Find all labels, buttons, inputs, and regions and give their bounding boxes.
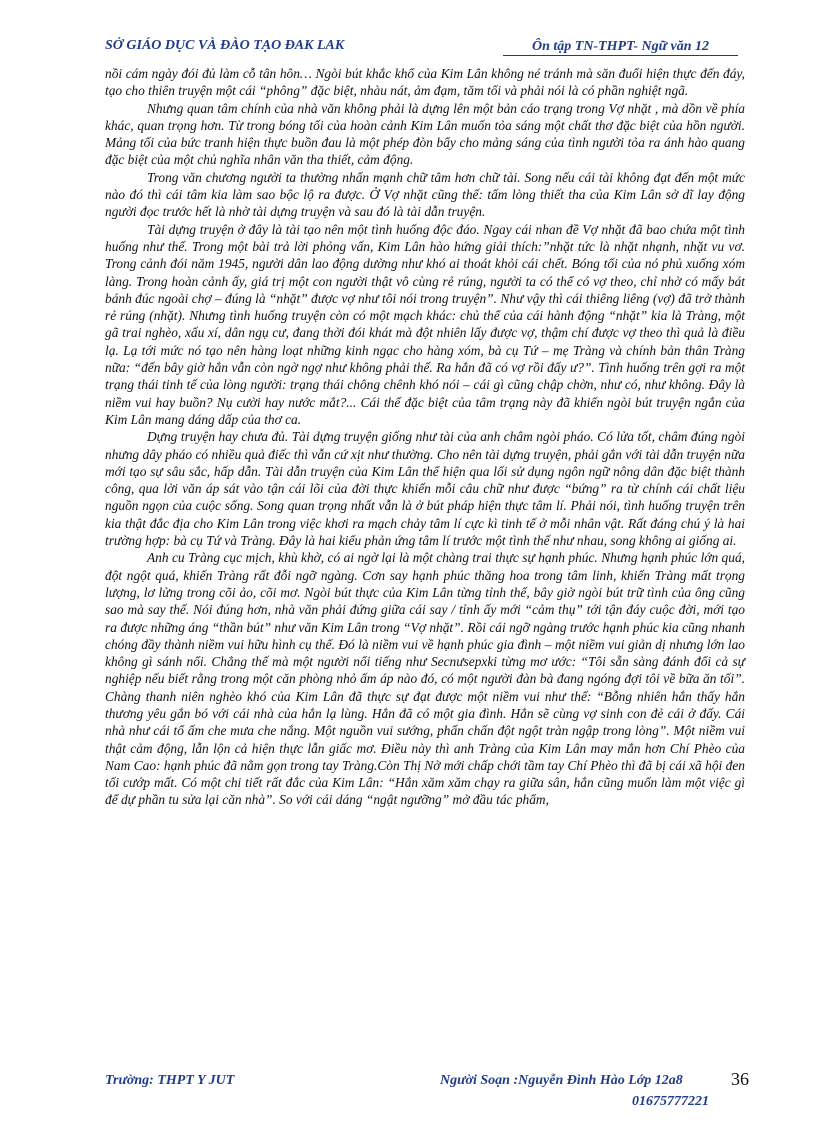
document-body [105,65,745,809]
footer-author: Người Soạn :Nguyễn Đình Hào Lớp 12a8 [440,1073,683,1088]
page-number: 36 [731,1069,749,1089]
paragraph-1: nồi cám ngày đói đủ làm cỗ tân hôn… Ngòi bút khắc khổ của Kim Lân không né tránh mà săn đuổi hiện thực đến đáy, tạo cho thiên truyện một cái “phông” đặc biệt, nhàu nát, ảm đạm, tăm tối và phải nói là có phần nghiệt ngã. [105,66,745,99]
paragraph-6: Anh cu Tràng cục mịch, khù khờ, có ai ngờ lại là một chàng trai thực sự hạnh phúc. Nhưng hạnh phúc lớn quá, đột ngột quá, khiến Tràng rất đỗi ngỡ ngàng. Cơn say hạnh phúc thăng hoa trong tâm linh, khiến Tràng mất trọng lượng, lơ lửng trong cõi ảo, cõi mơ. Ngòi bút thực của Kim Lân từng tỉnh thế, bây giờ ngòi bút trữ tình của ông cũng sao mà say thế. Nói đúng hơn, nhà văn phải đứng giữa cái say / tỉnh ấy mới “cảm thụ” tới tận đáy cuộc đời, mới tạo ra được những áng “thần bút” như văn Kim Lân trong “Vợ nhặt”. Rồi cái ngỡ ngàng trước hạnh phúc kia cũng nhanh chóng đầy thành niềm vui hữu hình cụ thể. Đó là niềm vui về hạnh phúc gia đình – một niềm vui giản dị nhưng lớn lao không gì sánh nổi. Chẳng thế mà một người nổi tiếng như Secnưsepxki từng mơ ước: “Tôi sẵn sàng đánh đổi cả sự nghiệp nếu biết rằng trong một căn phòng nhỏ ấm áp nào đó, có một người đàn bà đang ngóng đợi tôi về bữa ăn tối”. Chàng thanh niên nghèo khó của Kim Lân đã thực sự đạt được một niềm vui như thế: “Bỗng nhiên hắn thấy hắn thương yêu gắn bó với cái nhà của hắn lạ lùng. Hắn đã có một gia đình. Hắn sẽ cùng vợ sinh con đẻ cái ở đấy. Cái nhà như cái tổ ấm che mưa che nắng. Một nguồn vui sướng, phấn chấn đột ngột tràn ngập trong lòng”. Một niềm vui thật cảm động, lẫn lộn cả hiện thực lẫn giấc mơ. Điều này thì anh Tràng của Kim Lân may mắn hơn Chí Phèo của Nam Cao: hạnh phúc đã nằm gọn trong tay Tràng.Còn Thị Nở mới chấp chới tầm tay Chí Phèo thì đã bị cái xã hội đen tối cướp mất. Có một chi tiết rất đắc của Kim Lân: “Hắn xăm xăm chạy ra giữa sân, hắn cũng muốn làm một việc gì để dự phần tu sửa lại căn nhà”. So với cái dáng “ngật ngưỡng” mở đầu tác phẩm, [105,550,745,808]
paragraph-4: Tài dựng truyện ở đây là tài tạo nên một tình huống độc đáo. Ngay cái nhan đề Vợ nhặt đã bao chứa một tình huống như thế. Trong một bài trả lời phỏng vấn, Kim Lân hào hứng giải thích:”nhặt tức là nhặt nhạnh, nhặt vu vơ. Trong cảnh đói năm 1945, người dân lao động dường như khó ai thoát khỏi cái chết. Bóng tối của nó phủ xuống xóm làng. Trong hoàn cảnh ấy, giá trị một con người thật vô cùng rẻ rúng, người ta có thể có vợ theo, chỉ nhờ có mấy bát bánh đúc ngoài chợ – đúng là “nhặt” được vợ như tôi nói trong truyện”. Như vậy thì cái thiêng liêng (vợ) đã trở thành rẻ rúng (nhặt). Nhưng tình huống truyện còn có một mạch khác: chủ thể của cái hành động “nhặt” kia là Tràng, một gã trai nghèo, xấu xí, dân ngụ cư, đang thời đói khát mà đột nhiên lấy được vợ, thậm chí được vợ theo thì quả là điều lạ. Lạ tới mức nó tạo nên hàng loạt những kinh ngạc cho hàng xóm, bà cụ Tứ – mẹ Tràng và chính bản thân Tràng nữa: “đến bây giờ hắn vẫn còn ngờ ngợ như không phải thế. Ra hắn đã có vợ rồi đấy ư?”. Tình huống trên gợi ra một trạng thái tinh tế của lòng người: trạng thái chông chênh khó nói – cái gì cũng chập chờn, như có, như không. Đây là niềm vui hay buồn? Nụ cười hay nước mắt?... Cái thế đặc biệt của tâm trạng này đã khiến ngòi bút truyện ngắn của Kim Lân mang dáng dấp của thơ ca. [105,221,745,427]
page-header [105,38,740,58]
paragraph-5: Dựng truyện hay chưa đủ. Tài dựng truyện giống như tài của anh châm ngòi pháo. Có lửa tốt, châm đúng ngòi nhưng dây pháo có nhiều quả điếc thì vẫn cứ xịt như thường. Cho nên tài dựng truyện, phải gắn với tài dẫn truyện nữa mới tạo sự sâu sắc, hấp dẫn. Tài dẫn truyện của Kim Lân thể hiện qua lối sử dụng ngôn ngữ nông dân đặc biệt thành công, qua lời văn áp sát vào tận cái lõi của đời thực khiến mỗi câu chữ như được “bứng” ra từ chính cái chất liệu nguồn ngọn của cuộc sống. Song quan trọng nhất vẫn là ở bút pháp hiện thực tâm lí. Phải nói, tình huống truyện trên kia thật đắc địa cho Kim Lân trong việc khơi ra mạch chảy tâm lí cực kì tinh tế ở mỗi nhân vật. Rất đáng chú ý là hai trường hợp: bà cụ Tứ và Tràng. Đây là hai kiểu phản ứng tâm lí trước một tình thế như nhau, song không ai giống ai. [105,429,745,549]
header-course-title: Ôn tập TN-THPT- Ngữ văn 12 [503,38,738,56]
footer-school: Trường: THPT Y JUT [105,1073,235,1088]
paragraph-3: Trong văn chương người ta thường nhấn mạnh chữ tâm hơn chữ tài. Song nếu cái tài không đạt đến một mức nào đó thì cái tâm kia làm sao bộc lộ ra được. Ở Vợ nhặt cũng thế: tấm lòng thiết tha của Kim Lân sở dĩ lay động người đọc trước hết là nhờ tài dựng truyện và sau đó là tài dẫn truyện. [105,169,745,220]
paragraph-2: Nhưng quan tâm chính của nhà văn không phải là dựng lên một bản cáo trạng trong Vợ nhặt , mà dồn về phía khác, quan trọng hơn. Từ trong bóng tối của hoàn cảnh Kim Lân muốn tỏa sáng một chất thơ đặc biệt của hồn người. Mảng tối của bức tranh hiện thực buồn đau là một phép đòn bẩy cho mảng sáng của tình người tỏa ra ánh hào quang đặc biệt của một chủ nghĩa nhân văn tha thiết, cảm động. [105,100,745,168]
footer-phone: 01675777221 [632,1094,709,1109]
header-department: SỞ GIÁO DỤC VÀ ĐÀO TẠO ĐAK LAK [105,38,345,53]
